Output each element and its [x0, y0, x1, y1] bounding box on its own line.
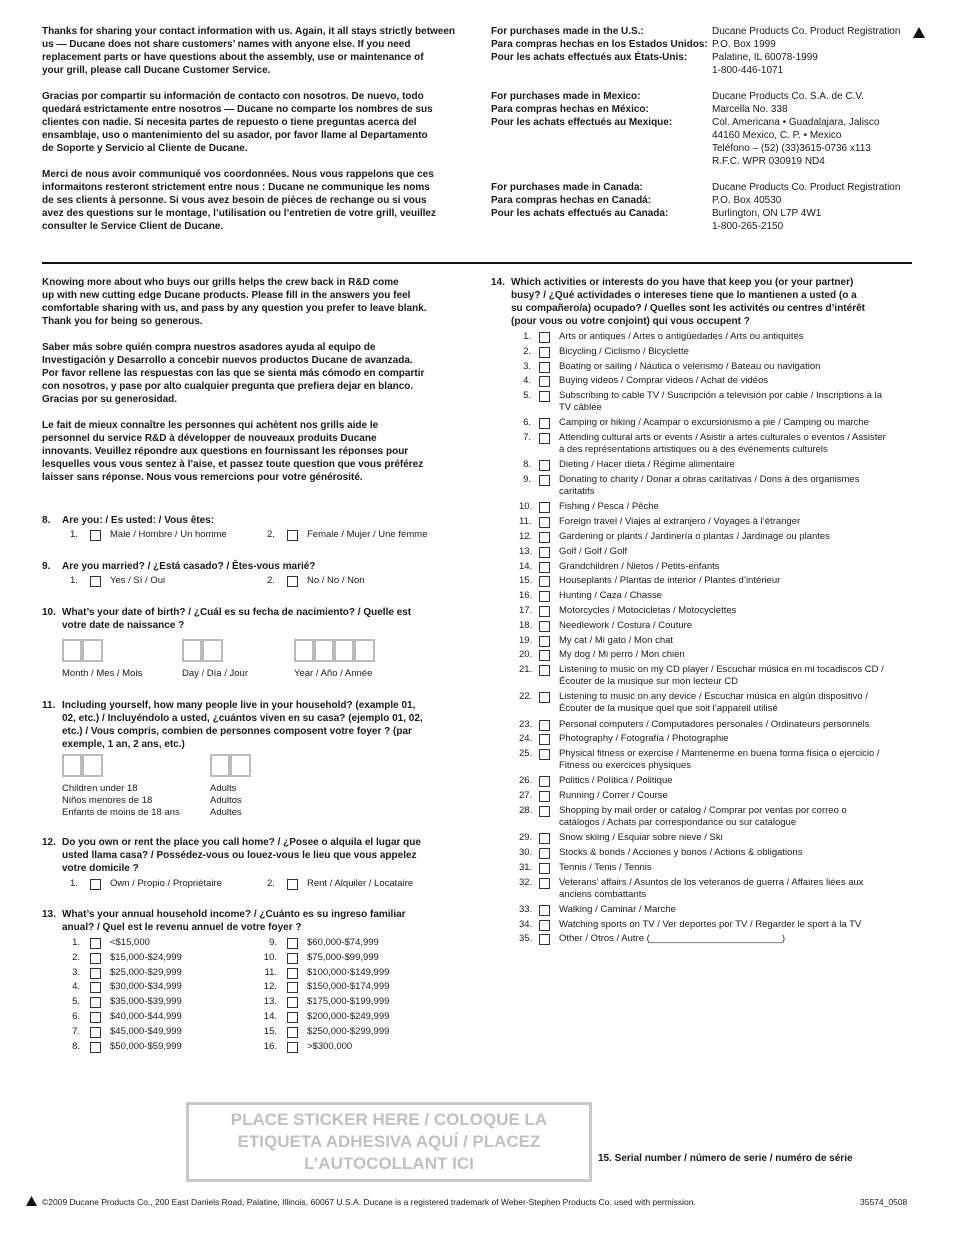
birth-day-digit-2[interactable] [202, 639, 223, 662]
question-11-number: 11. [42, 700, 56, 711]
income-option-number: 16. [263, 1040, 277, 1052]
activity-item-checkbox[interactable] [539, 362, 550, 373]
activity-item-number: 1. [523, 331, 531, 342]
birth-year-digit-2[interactable] [314, 639, 334, 662]
activity-item-number: 22. [519, 691, 533, 703]
address-canada-label: For purchases made in Canada: Para compras hechas en Canadá: Pour les achats effectués au Canada: [491, 182, 669, 219]
activity-item-checkbox[interactable] [539, 576, 550, 587]
intro-spanish: Gracias por compartir su información de contacto con nosotros. De nuevo, todo quedará estrictamente entre nosotros — Ducane no comparte los nombres de sus clientes con nadie. Si necesita partes de repuesto o tiene preguntas acerca del ensamblaje, uso o mantenimiento del su asador, por favor llame al Departamento de Soporte y Servicio al Cliente de Ducane. [42, 91, 433, 154]
activity-item-label: Grandchildren / Nietos / Petits-enfants [559, 560, 720, 572]
q8-option-2-number: 2. [267, 529, 275, 540]
survey-intro-french: Le fait de mieux connaître les personnes qui achètent nos grills aide le personnel du service R&D à développer de nouveaux produits Ducane innovants. Veuillez répondre aux questions en fournissant les réponses pour lesquelles vous vous sentez à l’aise, et passez toute question que vous préférez laisser sans réponse. Nous vous remercions pour votre générosité. [42, 420, 424, 483]
activity-item-label: My dog / Mi perro / Mon chien [559, 649, 685, 661]
income-option-checkbox[interactable] [287, 1012, 298, 1023]
income-option-number: 9. [269, 937, 277, 948]
income-option-number: 12. [263, 981, 277, 993]
income-option-label: $60,000-$74,999 [307, 937, 379, 948]
activity-item-checkbox[interactable] [539, 391, 550, 402]
income-option-checkbox[interactable] [90, 1027, 101, 1038]
income-option-checkbox[interactable] [287, 968, 298, 979]
activity-item-checkbox[interactable] [539, 833, 550, 844]
activity-item-label: Donating to charity / Donar a obras caritativas / Dons à des organismes caritatifs [559, 474, 860, 498]
activity-item-label: Boating or sailing / Náutica o velerismo / Bateau ou navigation [559, 360, 821, 372]
activity-item-label: Houseplants / Plantas de interior / Plantes d’intérieur [559, 575, 781, 587]
income-option-number: 4. [72, 981, 80, 993]
question-14 [491, 276, 911, 328]
q9-option-1 [70, 575, 166, 587]
activity-item-number: 25. [519, 748, 533, 760]
activity-item-checkbox[interactable] [539, 878, 550, 889]
activity-item-checkbox[interactable] [539, 460, 550, 471]
question-8-text: Are you: / Es usted: / Vous êtes: [62, 515, 215, 526]
adults-count-digit-2[interactable] [230, 754, 251, 777]
activity-item-checkbox[interactable] [539, 621, 550, 632]
birth-month-label: Month / Mes / Mois [62, 668, 143, 679]
activity-item-label: Gardening or plants / Jardinería o plantas / Jardinage ou plantes [559, 531, 830, 542]
activity-item [519, 375, 911, 387]
children-label: Children under 18 Niños menores de 18 Enfants de moins de 18 ans [62, 783, 180, 818]
birth-year-digit-3[interactable] [334, 639, 354, 662]
income-option-number: 14. [263, 1011, 277, 1022]
activity-item-label: My cat / Mi gato / Mon chat [559, 634, 674, 646]
activity-item-checkbox[interactable] [539, 734, 550, 745]
activity-item-label: Politics / Política / Politique [559, 775, 673, 787]
birth-day-label: Day / Día / Jour [182, 668, 248, 679]
address-mexico-value: Ducane Products Co. S.A. de C.V. Marcella No. 338 Col. Americana • Guadalajara, Jalisco 44160 Mexico, C. P. • Mexico Teléfono – (52) (33)3615-0736 x113 R.F.C. WPR 030919 ND4 [712, 91, 880, 167]
income-option-label: $150,000-$174,999 [307, 981, 390, 993]
activity-item-number: 10. [519, 501, 533, 513]
activity-item-number: 24. [519, 733, 533, 745]
address-us-value: Ducane Products Co. Product Registration P.O. Box 1999 Palatine, IL 60078-1999 1-800-446-1071 [712, 26, 901, 76]
activity-item-checkbox[interactable] [539, 606, 550, 617]
activity-item [519, 331, 911, 343]
footer-copyright: ©2009 Ducane Products Co., 200 East Daniels Road, Palatine, Illinois, 60067 U.S.A. Ducane is a registered trademark of Weber-Stephen Products Co. used with permission. [42, 1197, 696, 1207]
q12-option-1-number: 1. [70, 878, 78, 889]
income-option-checkbox[interactable] [287, 938, 298, 949]
birth-year-label: Year / Año / Année [294, 668, 373, 679]
footer-code: 35574_0508 [860, 1197, 908, 1207]
activity-item-checkbox[interactable] [539, 347, 550, 358]
children-count-digit-1[interactable] [62, 754, 82, 777]
q12-option-2-label: Rent / Alquiler / Locataire [307, 878, 414, 889]
q8-option-1-label: Male / Hombre / Un homme [110, 529, 227, 540]
activity-item [519, 719, 911, 731]
activity-item-checkbox[interactable] [539, 791, 550, 802]
address-us [491, 25, 911, 77]
q9-option-2-label: No / No / Non [307, 575, 365, 586]
activity-item-number: 19. [519, 634, 533, 646]
triangle-up-icon [913, 27, 925, 38]
q9-option-1-checkbox[interactable] [90, 576, 101, 587]
activity-item-checkbox[interactable] [539, 475, 550, 486]
activity-item-checkbox[interactable] [539, 863, 550, 874]
activity-item [519, 390, 911, 414]
activity-item-number: 14. [519, 560, 533, 572]
activity-item-number: 32. [519, 876, 533, 888]
question-9 [42, 560, 472, 573]
q8-option-2 [267, 529, 428, 541]
q12-option-2-number: 2. [267, 878, 275, 889]
income-option-checkbox[interactable] [90, 968, 101, 979]
activity-item [519, 635, 911, 647]
activity-item-number: 8. [523, 459, 531, 471]
income-option-number: 13. [263, 996, 277, 1008]
question-9-number: 9. [42, 561, 51, 572]
activity-item-label: Arts or antiques / Artes o antigüedades / Arts ou antiquités [559, 331, 804, 342]
children-count-digit-2[interactable] [82, 754, 103, 777]
activity-item-label: Veterans’ affairs / Asuntos de los veteranos de guerra / Affaires liées aux anciens combattants [559, 876, 864, 900]
section-divider [42, 262, 912, 264]
activity-item-checkbox[interactable] [539, 806, 550, 817]
income-option-label: >$300,000 [307, 1040, 353, 1052]
activity-item-checkbox[interactable] [539, 532, 550, 543]
activity-item-checkbox[interactable] [539, 749, 550, 760]
question-14-number: 14. [491, 277, 505, 288]
activity-item-number: 35. [519, 933, 533, 945]
income-option-checkbox[interactable] [287, 982, 298, 993]
question-13-number: 13. [42, 909, 56, 920]
triangle-up-icon [26, 1196, 37, 1206]
adults-label: Adults Adultos Adultes [210, 783, 242, 818]
income-option-label: $75,000-$99,999 [307, 951, 379, 963]
birth-month-digit-2[interactable] [82, 639, 103, 662]
income-option-number: 11. [264, 966, 277, 978]
activity-item-number: 6. [523, 417, 531, 429]
income-option-number: 8. [72, 1040, 80, 1052]
question-12 [42, 836, 472, 875]
address-us-label: For purchases made in the U.S.: Para compras hechas en los Estados Unidos: Pour les achats effectués aux États-Unis: [491, 26, 708, 63]
activity-item-label: Subscribing to cable TV / Suscripción a televisión por cable / Inscriptions à la TV câblée [559, 390, 882, 414]
q8-option-1-number: 1. [70, 529, 78, 540]
activity-item-number: 3. [523, 360, 531, 372]
q9-option-2 [267, 575, 365, 587]
q12-option-1-checkbox[interactable] [90, 879, 101, 890]
activity-item-checkbox[interactable] [539, 376, 550, 387]
activity-item [519, 531, 911, 543]
income-option-label: $100,000-$149,999 [307, 966, 390, 978]
activity-item [519, 733, 911, 745]
activity-item-number: 20. [519, 649, 533, 661]
activity-item [519, 805, 911, 829]
birth-year-digit-4[interactable] [354, 639, 375, 662]
question-11 [42, 699, 472, 751]
activity-item-number: 34. [519, 918, 533, 930]
income-option-label: $175,000-$199,999 [307, 996, 390, 1008]
activity-item-number: 21. [519, 664, 533, 676]
birth-day-digit-1[interactable] [182, 639, 202, 662]
activity-item [519, 417, 911, 429]
activity-item [519, 691, 911, 715]
income-option-checkbox[interactable] [90, 1012, 101, 1023]
activity-item [519, 649, 911, 661]
activity-item-label: Other / Otros / Autre (_________________________) [559, 933, 786, 945]
activity-item-label: Personal computers / Computadores personales / Ordinateurs personnels [559, 718, 870, 730]
activity-item [519, 904, 911, 916]
sticker-label: PLACE STICKER HERE / COLOQUE LA ETIQUETA ADHESIVA AQUÍ / PLACEZ L’AUTOCOLLANT ICI [230, 1110, 548, 1173]
income-option-label: $25,000-$29,999 [110, 966, 182, 978]
activity-item-checkbox[interactable] [539, 547, 550, 558]
activity-item-checkbox[interactable] [539, 433, 550, 444]
income-option-label: $45,000-$49,999 [110, 1025, 182, 1037]
income-option-number: 6. [72, 1011, 80, 1022]
activity-item-label: Walking / Caminar / Marche [559, 903, 676, 915]
q9-option-1-number: 1. [70, 575, 78, 586]
activity-item [519, 748, 911, 772]
income-option-checkbox[interactable] [287, 1042, 298, 1053]
activity-item [519, 847, 911, 859]
activity-item-number: 9. [523, 474, 531, 486]
activity-item-checkbox[interactable] [539, 848, 550, 859]
activity-item-label: Buying videos / Comprar videos / Achat de vidéos [559, 375, 769, 387]
income-option-number: 7. [72, 1025, 80, 1037]
income-option-label: $200,000-$249,999 [307, 1011, 390, 1022]
activity-item-number: 5. [523, 390, 531, 402]
activity-item-number: 18. [519, 619, 533, 631]
income-option-number: 15. [263, 1025, 277, 1037]
activity-item-checkbox[interactable] [539, 905, 550, 916]
activity-item-number: 27. [519, 790, 533, 802]
activity-item-checkbox[interactable] [539, 332, 550, 343]
activity-item [519, 862, 911, 874]
income-option-checkbox[interactable] [90, 997, 101, 1008]
activity-item-number: 26. [519, 775, 533, 787]
income-option-checkbox[interactable] [287, 997, 298, 1008]
activity-item-label: Physical fitness or exercise / Mantenerme en buena forma física o ejercicio / Fitness ou exercices physiques [559, 748, 880, 772]
activity-item-label: Needlework / Costura / Couture [559, 619, 693, 631]
activity-item-label: Golf / Golf / Golf [559, 545, 628, 557]
address-mexico-label: For purchases made in Mexico: Para compras hechas en México: Pour les achats effectués au Mexique: [491, 91, 673, 128]
activity-item-label: Snow skiing / Esquiar sobre nieve / Ski [559, 832, 723, 844]
activity-item-checkbox[interactable] [539, 920, 550, 931]
activity-item-number: 29. [519, 832, 533, 844]
activity-item-label: Camping or hiking / Acampar o excursionismo a pie / Camping ou marche [559, 417, 869, 429]
activity-item [519, 516, 911, 528]
question-11-text: Including yourself, how many people live in your household? (example 01, 02, etc.) / Incluyéndolo a usted, ¿cuántos viven en su casa? (ejemplo 01, 02, etc.) / Vous compris, combien de personnes composent votre foyer ? (par exemple, 1 an, 2 ans, etc.) [62, 700, 423, 750]
question-13 [42, 908, 472, 934]
activity-item-checkbox[interactable] [539, 650, 550, 661]
activity-item [519, 561, 911, 573]
activity-item-number: 28. [519, 805, 533, 816]
activity-item [519, 664, 911, 688]
activity-item-number: 23. [519, 718, 533, 730]
income-option-number: 5. [72, 996, 80, 1008]
activity-item-number: 2. [523, 345, 531, 357]
activity-item [519, 575, 911, 587]
income-option-label: $250,000-$299,999 [307, 1025, 390, 1037]
intro-english: Thanks for sharing your contact information with us. Again, it all stays strictly between us — Ducane does not share customers’ names with anyone else. If you need replacement parts or have questions about the assembly, use or maintenance of your grill, please call Ducane Customer Service. [42, 26, 456, 76]
question-8-number: 8. [42, 515, 51, 526]
question-13-text: What’s your annual household income? / ¿Cuánto es su ingreso familiar anual? / Quel est le revenu annuel de votre foyer ? [62, 909, 406, 933]
activity-item-label: Foreign travel / Viajes al extranjero / Voyages à l’étranger [559, 516, 801, 528]
income-option-label: $40,000-$44,999 [110, 1011, 182, 1022]
activity-item-label: Shopping by mail order or catalog / Comprar por ventas por correo o catálogos / Achats par correspondance ou sur catalogue [559, 805, 847, 828]
q9-option-1-label: Yes / Sí / Oui [110, 575, 166, 586]
activity-item [519, 832, 911, 844]
income-option-label: $30,000-$34,999 [110, 981, 182, 993]
activity-item-number: 4. [523, 375, 531, 387]
activity-item [519, 790, 911, 802]
activity-item [519, 361, 911, 373]
activity-item-checkbox[interactable] [539, 562, 550, 573]
activity-item [519, 346, 911, 358]
activity-item [519, 775, 911, 787]
activity-item-label: Photography / Fotografía / Photographie [559, 733, 729, 745]
activity-item [519, 933, 911, 945]
income-option-checkbox[interactable] [90, 938, 101, 949]
activity-item-number: 13. [519, 545, 533, 557]
activity-item-label: Attending cultural arts or events / Asistir a artes culturales o eventos / Assister à des représentations artistiques ou à des événements culturels [559, 432, 886, 456]
serial-number-label: 15. Serial number / número de serie / numéro de série [598, 1153, 853, 1164]
income-option-number: 2. [72, 951, 80, 963]
activity-item-checkbox[interactable] [539, 776, 550, 787]
activity-item-number: 30. [519, 847, 533, 858]
income-option-number: 1. [72, 937, 80, 948]
activity-item [519, 605, 911, 617]
activity-item [519, 919, 911, 931]
birth-year-digit-1[interactable] [294, 639, 314, 662]
activity-item [519, 546, 911, 558]
adults-count-digit-1[interactable] [210, 754, 230, 777]
activity-item-number: 17. [519, 605, 533, 616]
activity-item [519, 590, 911, 602]
q8-option-2-label: Female / Mujer / Une femme [307, 529, 428, 540]
activity-item-number: 7. [523, 432, 531, 444]
income-option-number: 3. [72, 966, 80, 978]
question-14-text: Which activities or interests do you have that keep you (or your partner) busy? / ¿Qué actividades o intereses tiene que lo mantienen a usted (o a su compañero/a) ocupado? / Quelles sont les activités ou centres d’intérêt (pour vous ou votre conjoint) qui vous occupent ? [511, 277, 865, 327]
sticker-area[interactable] [186, 1102, 592, 1182]
income-option-label: <$15,000 [110, 937, 150, 948]
activity-item-checkbox[interactable] [539, 720, 550, 731]
activity-item-label: Stocks & bonds / Acciones y bonos / Actions & obligations [559, 847, 803, 858]
activity-item-checkbox[interactable] [539, 934, 550, 945]
question-12-number: 12. [42, 837, 56, 848]
q9-option-2-checkbox[interactable] [287, 576, 298, 587]
question-10-number: 10. [42, 607, 56, 618]
income-option-checkbox[interactable] [90, 953, 101, 964]
q12-option-2 [267, 878, 414, 890]
activity-item-label: Fishing / Pesca / Pêche [559, 501, 659, 513]
activity-item-number: 31. [519, 861, 533, 873]
activity-item-checkbox[interactable] [539, 636, 550, 647]
question-9-text: Are you married? / ¿Está casado? / Êtes-vous marié? [62, 561, 316, 572]
activity-item [519, 474, 911, 498]
activity-item-label: Dieting / Hacer dieta / Régime alimentaire [559, 459, 735, 471]
activity-item-checkbox[interactable] [539, 418, 550, 429]
income-option-checkbox[interactable] [90, 1042, 101, 1053]
survey-intro-spanish: Saber más sobre quién compra nuestros asadores ayuda al equipo de Investigación y Desarrollo a concebir nuevos productos Ducane de avanzada. Por favor rellene las respuestas con las que se sienta más cómodo en compartir con nosotros, y pase por alto cualquier pregunta que prefiera dejar en blanco. Gracias por su generosidad. [42, 342, 425, 405]
activity-item [519, 432, 911, 456]
activity-item [519, 877, 911, 901]
income-option-checkbox[interactable] [287, 953, 298, 964]
activity-item-checkbox[interactable] [539, 692, 550, 703]
q9-option-2-number: 2. [267, 575, 275, 586]
activity-item-label: Motorcycles / Motocicletas / Motocyclettes [559, 605, 737, 616]
address-mexico [491, 90, 911, 168]
activity-item-number: 12. [519, 531, 533, 542]
birth-month-digit-1[interactable] [62, 639, 82, 662]
q8-option-1 [70, 529, 227, 541]
activity-item-label: Running / Correr / Course [559, 790, 668, 802]
activity-item-checkbox[interactable] [539, 665, 550, 676]
survey-intro-english: Knowing more about who buys our grills helps the crew back in R&D come up with new cutting edge Ducane products. Please fill in the answers you feel comfortable sharing with us, and pass by any question you prefer to leave blank. Thank you for being so generous. [42, 277, 427, 327]
income-option-checkbox[interactable] [287, 1027, 298, 1038]
activity-item-number: 16. [519, 590, 533, 602]
activity-item-checkbox[interactable] [539, 591, 550, 602]
activity-item-number: 11. [519, 516, 532, 528]
income-option-checkbox[interactable] [90, 982, 101, 993]
intro-french: Merci de nous avoir communiqué vos coordonnées. Nous vous rappelons que ces informaitons resteront strictement entre nous : Ducane ne communique les noms de ses clients à personne. Si vous avez besoin de pièces de rechange ou si vous avez des questions sur le montage, l’utilisation ou l’entretien de votre grill, veuillez consulter le Service Client de Ducane. [42, 169, 436, 232]
question-10-text: What’s your date of birth? / ¿Cuál es su fecha de nacimiento? / Quelle est votre date de naissance ? [62, 607, 412, 631]
activity-item-number: 15. [519, 575, 533, 587]
question-8 [42, 514, 472, 527]
activity-item-number: 33. [519, 903, 533, 915]
activity-item-checkbox[interactable] [539, 517, 550, 528]
activity-item-label: Hunting / Caza / Chasse [559, 590, 662, 602]
q12-option-2-checkbox[interactable] [287, 879, 298, 890]
q12-option-1 [70, 878, 222, 890]
income-option-label: $35,000-$39,999 [110, 996, 182, 1008]
activity-item-label: Bicycling / Ciclismo / Bicyclette [559, 345, 689, 357]
activity-item [519, 501, 911, 513]
income-option-label: $50,000-$59,999 [110, 1040, 182, 1052]
question-12-text: Do you own or rent the place you call home? / ¿Posee o alquila el lugar que usted llama casa? / Possédez-vous ou louez-vous le lieu que vous appelez votre domicile ? [62, 837, 421, 874]
address-canada [491, 181, 911, 233]
question-10 [42, 606, 472, 632]
activity-item-checkbox[interactable] [539, 502, 550, 513]
q12-option-1-label: Own / Propio / Propriétaire [110, 878, 222, 889]
activity-item-label: Watching sports on TV / Ver deportes por TV / Regarder le sport à la TV [559, 918, 862, 930]
income-option-number: 10. [263, 951, 277, 963]
q8-option-2-checkbox[interactable] [287, 530, 298, 541]
income-option-label: $15,000-$24,999 [110, 951, 182, 963]
activity-item-label: Listening to music on any device / Escuchar música en algún dispositivo / Écouter de la musique quel que soit l’appareil utilisé [559, 691, 868, 715]
q8-option-1-checkbox[interactable] [90, 530, 101, 541]
address-canada-value: Ducane Products Co. Product Registration P.O. Box 40530 Burlington, ON L7P 4W1 1-800-265-2150 [712, 182, 901, 232]
activity-item-label: Listening to music on my CD player / Escuchar música en mi tocadiscos CD / Écouter de la musique sur mon lecteur CD [559, 664, 884, 688]
activity-item [519, 459, 911, 471]
activity-item [519, 620, 911, 632]
activity-item-label: Tennis / Tenis / Tennis [559, 861, 652, 873]
